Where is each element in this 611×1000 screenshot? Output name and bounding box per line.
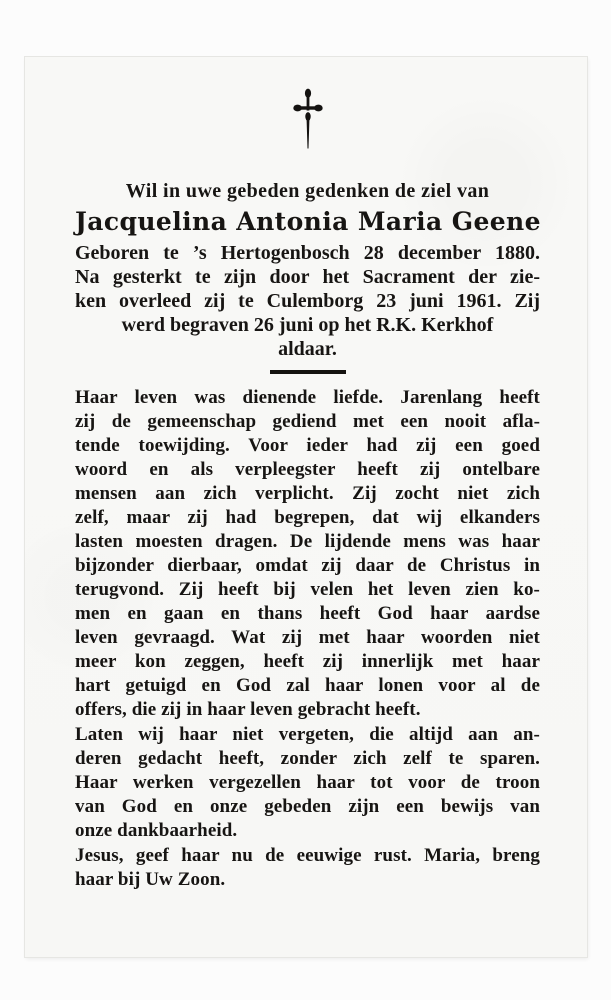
paragraph-prayer [75, 844, 540, 892]
memorial-card [25, 57, 587, 957]
text-line: mensen aan zich verplicht. Zij zocht niet zich [75, 483, 540, 504]
text-line: Laten wij haar niet vergeten, die altijd aan an- [75, 724, 540, 745]
paragraph-remembrance [75, 723, 540, 843]
section-divider [270, 370, 346, 374]
text-line: onze dankbaarheid. [75, 820, 238, 841]
text-line: deren gedacht heeft, zonder zich zelf te sparen. [75, 748, 540, 769]
text-line: Na gesterkt te zijn door het Sacrament der zie- [75, 266, 540, 288]
paragraph-life [75, 386, 540, 722]
text-line: aldaar. [278, 338, 337, 360]
text-line: tende toewijding. Voor ieder had zij een goed [75, 435, 540, 456]
text-line: hart getuigd en God zal haar lonen voor al de [75, 675, 540, 696]
text-line: haar bij Uw Zoon. [75, 869, 226, 890]
text-line: woord en als verpleegster heeft zij ontelbare [75, 459, 540, 480]
text-line: terugvond. Zij heeft bij velen het leven zien ko- [75, 579, 540, 600]
text-line: zelf, maar zij had begrepen, dat wij elkanders [75, 507, 540, 528]
deceased-name: Jacquelina Antonia Maria Geene [75, 207, 541, 236]
text-line: meer kon zeggen, heeft zij innerlijk met haar [75, 651, 540, 672]
text-line: men en gaan en thans heeft God haar aardse [75, 603, 540, 624]
vitals-centered-lines [75, 313, 540, 361]
intro-line: Wil in uwe gebeden gedenken de ziel van [125, 180, 490, 202]
text-line: bijzonder dierbaar, omdat zij daar de Christus in [75, 555, 540, 576]
text-line: Geboren te ’s Hertogenbosch 28 december 1880. [75, 242, 540, 264]
text-line: Haar werken vergezellen haar tot voor de troon [75, 772, 540, 793]
text-line: zij de gemeenschap gediend met een nooit afla- [75, 411, 540, 432]
text-line: offers, die zij in haar leven gebracht heeft. [75, 699, 421, 720]
text-line: Haar leven was dienende liefde. Jarenlang heeft [75, 387, 540, 408]
text-line: ken overleed zij te Culemborg 23 juni 1961. Zij [75, 290, 540, 312]
text-line: leven gevraagd. Wat zij met haar woorden niet [75, 627, 540, 648]
vitals-justified-lines [75, 241, 540, 313]
text-line: van God en onze gebeden zijn een bewijs van [75, 796, 540, 817]
text-line: lasten moesten dragen. De lijdende mens was haar [75, 531, 540, 552]
text-line: Jesus, geef haar nu de eeuwige rust. Maria, breng [75, 845, 540, 866]
text-line: werd begraven 26 juni op het R.K. Kerkhof [121, 314, 494, 336]
cross-icon [293, 88, 323, 152]
